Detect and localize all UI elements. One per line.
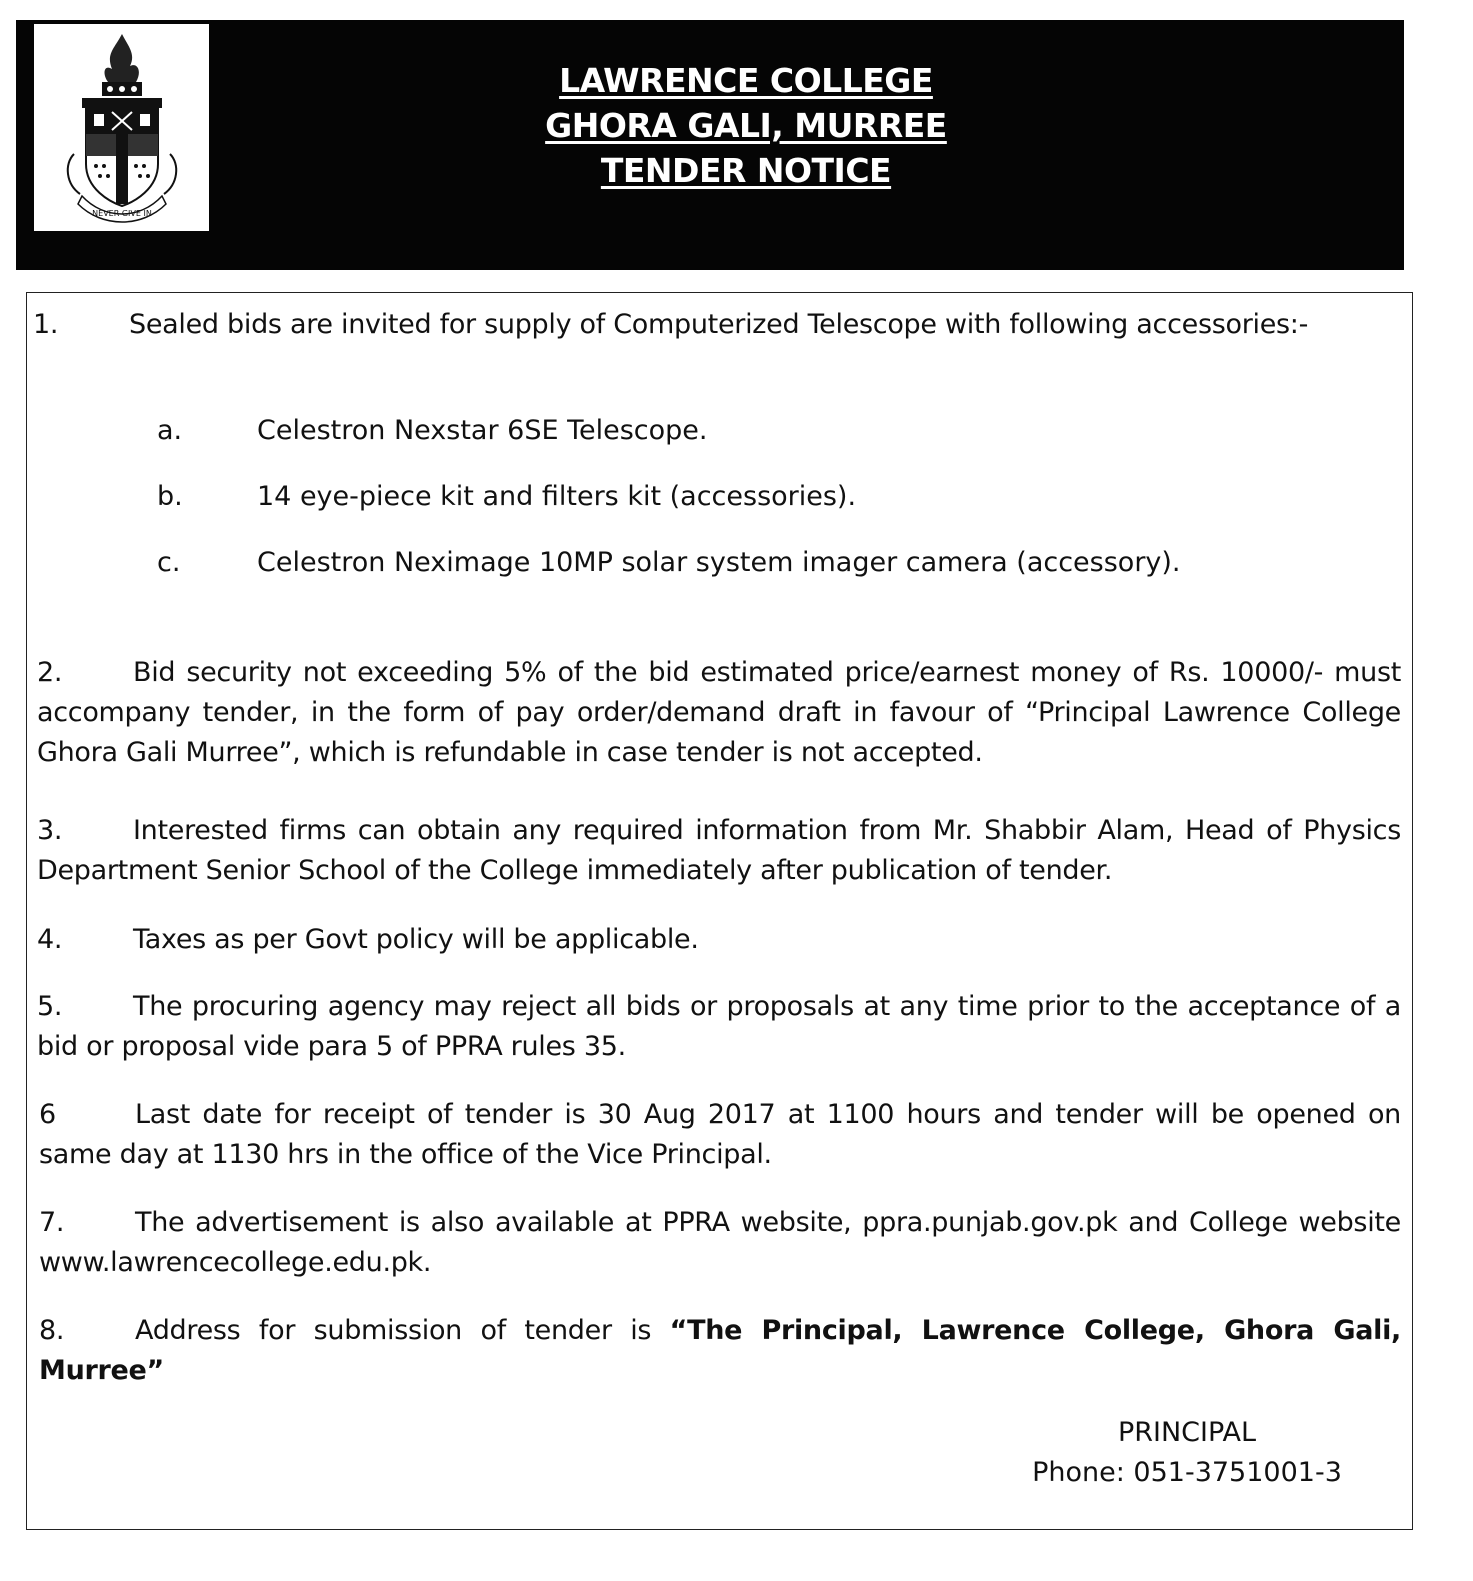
list-item: b. 14 eye-piece kit and filters kit (accessories). (157, 481, 857, 512)
paragraph-3: 3. Interested firms can obtain any required information from Mr. Shabbir Alam, Head of Physics Department Senior School of the College immediately after publication of tender. (37, 815, 1401, 886)
list-item: a. Celestron Nexstar 6SE Telescope. (157, 415, 708, 446)
paragraph-8: 8. Address for submission of tender is “The Principal, Lawrence College, Ghora Gali, Murree” (39, 1315, 1401, 1386)
signature-block (997, 1413, 1377, 1493)
notice-title: TENDER NOTICE (600, 151, 892, 190)
list-item: c. Celestron Neximage 10MP solar system imager camera (accessory). (157, 547, 1181, 578)
paragraph-2: 2. Bid security not exceeding 5% of the bid estimated price/earnest money of Rs. 10000/- must accompany tender, in the form of pay order/demand draft in favour of “Principal Lawrence College Ghora Gali Murree”, which is refundable in case tender is not accepted. (37, 657, 1401, 768)
college-name: LAWRENCE COLLEGE (559, 61, 933, 100)
contact-phone: Phone: 051-3751001-3 (1032, 1457, 1342, 1488)
paragraph-5: 5. The procuring agency may reject all bids or proposals at any time prior to the acceptance of a bid or proposal vide para 5 of PPRA rules 35. (37, 991, 1401, 1062)
paragraph-6: 6 Last date for receipt of tender is 30 Aug 2017 at 1100 hours and tender will be opened on same day at 1130 hrs in the office of the Vice Principal. (39, 1099, 1401, 1170)
submission-address: “The Principal, Lawrence College, Ghora Gali, Murree” (39, 1315, 1401, 1386)
college-location: GHORA GALI, MURREE (545, 106, 947, 145)
paragraph-1: 1. Sealed bids are invited for supply of Computerized Telescope with following accessories:- (33, 309, 1309, 340)
notice-body (26, 292, 1413, 1530)
header-banner (16, 20, 1404, 270)
paragraph-4: 4. Taxes as per Govt policy will be applicable. (37, 924, 699, 955)
crest-icon (34, 24, 209, 231)
signatory-title: PRINCIPAL (1117, 1417, 1257, 1448)
paragraph-7: 7. The advertisement is also available at PPRA website, ppra.punjab.gov.pk and College website www.lawrencecollege.edu.pk. (39, 1207, 1401, 1278)
header-titles (496, 58, 996, 193)
svg-text:NEVER GIVE IN: NEVER GIVE IN (92, 209, 152, 218)
college-crest (34, 24, 209, 231)
